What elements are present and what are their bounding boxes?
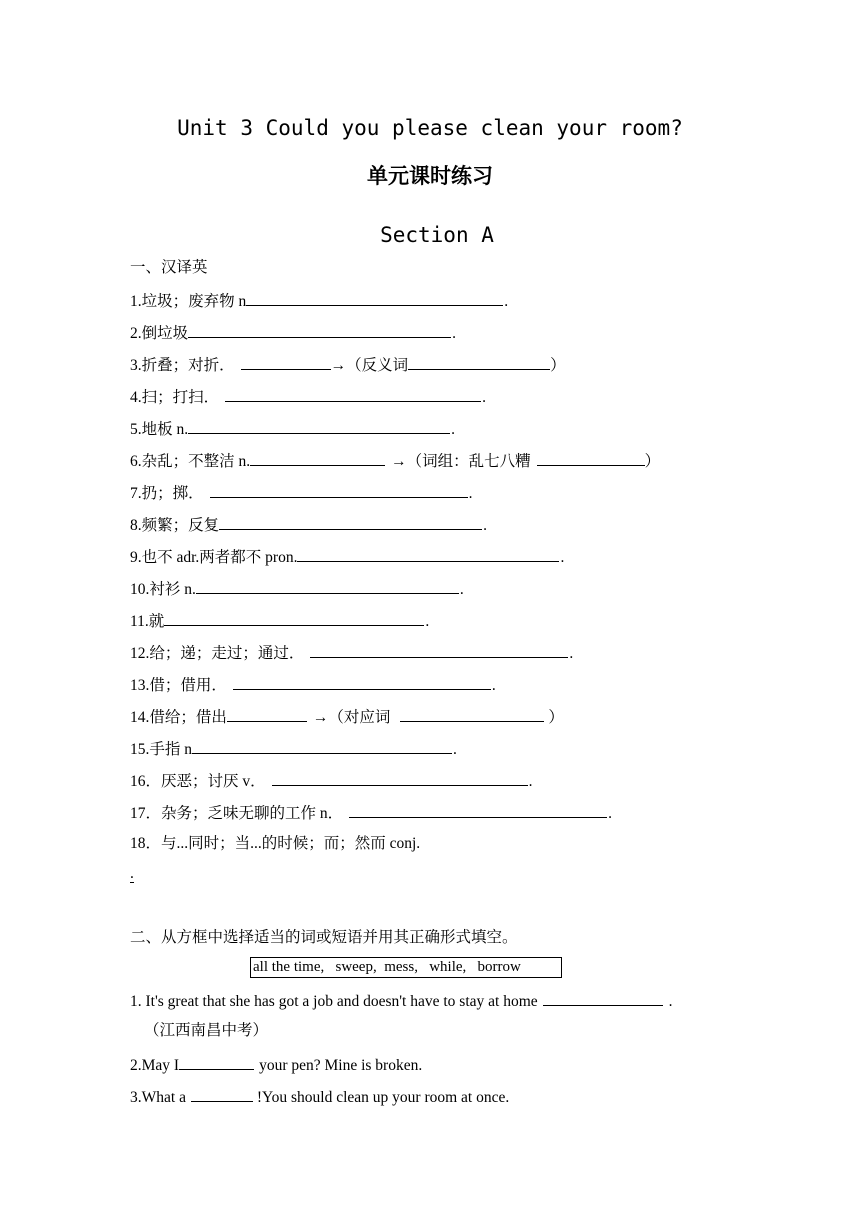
- item-prompt: 2.倒垃圾: [130, 325, 189, 342]
- answer-blank[interactable]: [191, 1086, 253, 1102]
- answer-blank[interactable]: [225, 386, 481, 402]
- item-prompt: 10.衬衫 n.: [130, 581, 196, 598]
- antonym-blank[interactable]: [408, 354, 550, 370]
- exercise-item-11: [130, 610, 429, 632]
- item-prompt: 4.扫；打扫．: [130, 389, 220, 406]
- item-period: .: [425, 613, 430, 630]
- answer-blank[interactable]: [246, 290, 503, 306]
- answer-blank[interactable]: [543, 990, 663, 1006]
- exercise-item-6: [130, 450, 660, 472]
- antonym-arrow-label: →（反义词: [330, 357, 409, 374]
- section-heading: Section A: [380, 223, 494, 247]
- answer-blank[interactable]: [272, 770, 528, 786]
- word-bank-box: all the time, sweep, mess, while, borrow: [250, 957, 562, 978]
- answer-blank[interactable]: [196, 578, 459, 594]
- answer-blank[interactable]: [241, 354, 331, 370]
- item-prompt: 1.垃圾；废弃物 n: [130, 293, 247, 310]
- item-close-paren: ）: [548, 709, 564, 726]
- exercise-item-18-answer-line[interactable]: [130, 864, 134, 884]
- item-period: .: [608, 805, 613, 822]
- item-prompt: 17．杂务；乏味无聊的工作 n．: [130, 805, 344, 822]
- exercise-item-17: [130, 802, 612, 824]
- exercise-item-16: [130, 770, 533, 792]
- question-text-end: your pen? Mine is broken.: [259, 1057, 423, 1074]
- page-subtitle: 单元课时练习: [367, 164, 493, 188]
- exercise-item-5: [130, 418, 455, 440]
- answer-blank[interactable]: [310, 642, 568, 658]
- exercise-item-12: [130, 642, 573, 664]
- item-prompt: 3.折叠；对折．: [130, 357, 235, 374]
- part1-heading: 一、汉译英: [130, 259, 208, 276]
- question-1-source: （江西南昌中考）: [144, 1022, 269, 1039]
- counterpart-blank[interactable]: [400, 706, 544, 722]
- answer-blank[interactable]: [188, 322, 451, 338]
- answer-blank[interactable]: [233, 674, 491, 690]
- item-prompt: 5.地板 n.: [130, 421, 189, 438]
- item-period: .: [504, 293, 509, 310]
- item-prompt: 9.也不 adr.两者都不 pron.: [130, 549, 298, 566]
- item-prompt: 14.借给；借出: [130, 709, 227, 726]
- question-text-end: !You should clean up your room at once.: [252, 1089, 510, 1106]
- item-prompt: 7.扔；掷．: [130, 485, 204, 502]
- exercise-item-13: [130, 674, 496, 696]
- item-period: .: [451, 421, 456, 438]
- item-period: .: [130, 865, 134, 882]
- item-prompt: 12.给；递；走过；通过．: [130, 645, 305, 662]
- question-text: 3.What a: [130, 1089, 186, 1106]
- answer-blank[interactable]: [349, 802, 607, 818]
- exercise-item-7: [130, 482, 473, 504]
- item-period: .: [560, 549, 565, 566]
- phrase-blank[interactable]: [537, 450, 645, 466]
- answer-blank[interactable]: [164, 610, 424, 626]
- item-prompt: 8.频繁；反复: [130, 517, 220, 534]
- item-prompt: 18．与...同时；当...的时候；而；然而 conj.: [130, 835, 421, 852]
- exercise-item-1: [130, 290, 508, 312]
- item-prompt: 16．厌恶；讨厌 v．: [130, 773, 266, 790]
- answer-blank[interactable]: [188, 418, 450, 434]
- item-period: .: [452, 325, 457, 342]
- answer-blank[interactable]: [219, 514, 482, 530]
- phrase-arrow-label: →（词组：乱七八糟: [391, 453, 531, 470]
- page-title: Unit 3 Could you please clean your room?: [177, 116, 683, 140]
- exercise-item-15: [130, 738, 457, 760]
- exercise-item-14: [130, 706, 564, 728]
- exercise-item-9: [130, 546, 564, 568]
- item-period: .: [569, 645, 574, 662]
- item-period: .: [528, 773, 533, 790]
- part2-heading: 二、从方框中选择适当的词或短语并用其正确形式填空。: [130, 929, 518, 946]
- exercise-item-8: [130, 514, 487, 536]
- item-close-paren: ）: [550, 357, 566, 374]
- exercise-item-18: [130, 834, 420, 854]
- item-prompt: 6.杂乱；不整洁 n.: [130, 453, 251, 470]
- question-2: [130, 1054, 422, 1076]
- answer-blank[interactable]: [179, 1054, 254, 1070]
- exercise-item-2: [130, 322, 456, 344]
- item-period: .: [459, 581, 464, 598]
- item-prompt: 15.手指 n: [130, 741, 193, 758]
- question-1: [130, 990, 673, 1012]
- answer-blank[interactable]: [192, 738, 452, 754]
- answer-blank[interactable]: [250, 450, 385, 466]
- answer-blank[interactable]: [210, 482, 468, 498]
- item-period: .: [491, 677, 496, 694]
- answer-blank[interactable]: [297, 546, 559, 562]
- exercise-item-4: [130, 386, 486, 408]
- exercise-item-3: [130, 354, 566, 376]
- question-period: .: [668, 993, 673, 1010]
- item-period: .: [482, 389, 487, 406]
- exercise-item-10: [130, 578, 464, 600]
- question-text: 2.May I: [130, 1057, 180, 1074]
- item-close-paren: ）: [644, 453, 661, 470]
- item-period: .: [453, 741, 457, 758]
- item-period: .: [468, 485, 473, 502]
- counterpart-arrow-label: →（对应词: [312, 709, 391, 726]
- item-prompt: 13.借；借用．: [130, 677, 227, 694]
- question-text: 1. It's great that she has got a job and doesn't have to stay at home: [130, 993, 538, 1010]
- answer-blank[interactable]: [227, 706, 307, 722]
- item-period: .: [483, 517, 488, 534]
- item-prompt: 11.就: [130, 613, 165, 630]
- question-3: [130, 1086, 509, 1108]
